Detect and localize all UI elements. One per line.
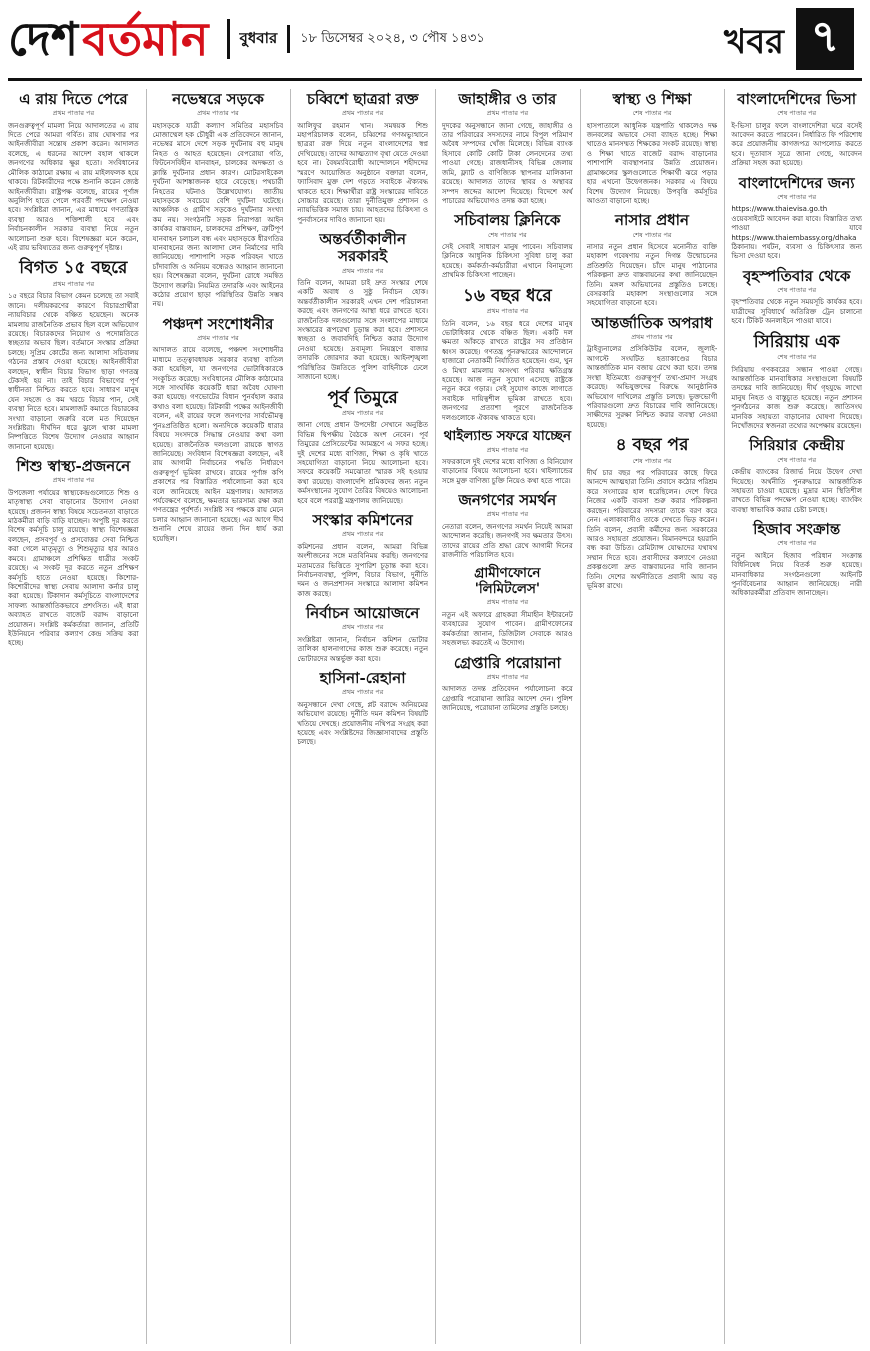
article-body: আলিফুর রহমান খান। সমন্বয়ক শিশু মহাপরিচালক বলেন, চব্বিশের গণঅভ্যুত্থানে ছাত্ররা রক্ত দিয়ে নতুন বাংলাদেশের স্বপ্ন দেখিয়েছে। তাদের আত্মত্যাগ বৃথা যেতে দেওয়া হবে না। বৈষম্যবিরোধী আন্দোলনে শহীদদের স্মরণে আয়োজিত অনুষ্ঠানে বক্তারা বলেন, ফ্যাসিবাদ মুক্ত দেশ গড়তে সবাইকে ঐক্যবদ্ধ থাকতে হবে। শিক্ষার্থীরা রাষ্ট্র সংস্কারের দাবিতে সোচ্চার রয়েছে। তারা দুর্নীতিমুক্ত প্রশাসন ও ন্যায়ভিত্তিক সমাজ চায়। আহতদের চিকিৎসা ও পুনর্বাসনের দাবিও জানানো হয়। — [297, 121, 429, 224]
newspaper-logo — [8, 12, 209, 66]
continuation-note: প্রথম পাতার পর — [52, 279, 95, 288]
article-headline[interactable]: অন্তর্বর্তীকালীন সরকারই — [319, 230, 406, 266]
continuation-note: প্রথম পাতার পর — [486, 445, 529, 454]
continuation-note: প্রথম পাতার পর — [341, 530, 384, 539]
article-body: তিনি বলেন, আমরা চাই দ্রুত সংস্কার শেষে একটি অবাধ ও সুষ্ঠু নির্বাচন হোক। অন্তর্বর্তীকালীন সরকারই এখন দেশ পরিচালনা করছে এবং জনগণের আস্থা ধরে রাখতে হবে। রাজনৈতিক দলগুলোর সঙ্গে সংলাপের মাধ্যমে সংস্কারের রূপরেখা চূড়ান্ত করা হবে। প্রশাসনে স্বচ্ছতা ও জবাবদিহি নিশ্চিত করার উদ্যোগ নেওয়া হয়েছে। দ্রব্যমূল্য নিয়ন্ত্রণে বাজার তদারকি জোরদার করা হয়েছে। আইনশৃঙ্খলা পরিস্থিতির উন্নতিতে পুলিশ বাহিনীকে ঢেলে সাজানো হচ্ছে। — [297, 279, 429, 382]
section-label: খবর — [724, 22, 784, 62]
news-column — [8, 89, 139, 1344]
article — [442, 655, 573, 714]
article-headline[interactable]: সচিবালয় ক্লিনিকে — [454, 211, 561, 230]
article — [587, 91, 718, 206]
article-body: অনুসন্ধানে দেখা গেছে, প্লট বরাদ্দে অনিয়মের অভিযোগ রয়েছে। দুর্নীতি দমন কমিশন বিষয়টি খতিয়ে দেখছে। প্রয়োজনীয় নথিপত্র সংগ্রহ করা হয়েছে এবং সংশ্লিষ্টদের জিজ্ঞাসাবাদের প্রস্তুতি চলছে। — [297, 700, 429, 747]
page-number: ৭ — [796, 8, 854, 70]
continuation-note: প্রথম পাতার পর — [197, 334, 239, 343]
article — [731, 175, 862, 262]
news-column — [435, 89, 573, 1344]
article — [297, 91, 428, 225]
article-body: কেন্দ্রীয় ব্যাংকের রিজার্ভ নিয়ে উদ্বেগ দেখা দিয়েছে। অর্থনীতি পুনরুদ্ধারে আন্তর্জাতিক সহায়তা চাওয়া হয়েছে। মুদ্রার মান স্থিতিশীল রাখতে বিভিন্ন পদক্ষেপ নেওয়া হচ্ছে। ব্যাংকিং ব্যবস্থা স্বাভাবিক করার চেষ্টা চলছে। — [731, 468, 863, 514]
date-separator — [287, 25, 290, 53]
continuation-note: শেষ পাতার পর — [632, 230, 672, 239]
continuation-note: শেষ পাতার পর — [777, 109, 817, 118]
continuation-note: প্রথম পাতার পর — [341, 688, 384, 697]
article — [731, 333, 862, 432]
continuation-note: শেষ পাতার পর — [487, 230, 527, 239]
article-body: ১৫ বছরে বিচার বিভাগ কেমন চলেছে তা সবাই জানে। দলীয়করণের কারণে বিচারপ্রার্থীরা ন্যায়বিচার থেকে বঞ্চিত হয়েছেন। অনেক মামলায় রাজনৈতিক প্রভাব ছিল বলে অভিযোগ রয়েছে। বিচারকদের নিয়োগ ও পদোন্নতিতে স্বচ্ছতার অভাব ছিল। বর্তমানে সংস্কার প্রক্রিয়া চলছে। সুপ্রিম কোর্টের জন্য আলাদা সচিবালয় গঠনের প্রস্তাব দেওয়া হয়েছে। আইনজীবীরা বলছেন, স্বাধীন বিচার বিভাগ ছাড়া গণতন্ত্র টেকসই হয় না। তাই বিচার বিভাগের পূর্ণ স্বাধীনতা নিশ্চিত করতে হবে। সাধারণ মানুষ যেন সহজে ও কম খরচে বিচার পান, সেই ব্যবস্থা নিতে হবে। মামলাজট কমাতে বিচারকের সংখ্যা বাড়ানো জরুরি বলে মত দিয়েছেন সংশ্লিষ্টরা। দীর্ঘদিন ধরে ঝুলে থাকা মামলা নিষ্পত্তিতে বিশেষ উদ্যোগ নেওয়ার আহ্বান জানানো হয়েছে। — [8, 292, 139, 451]
article — [297, 605, 428, 664]
article — [442, 287, 573, 423]
article — [8, 259, 139, 452]
article-body: আদালত তদন্ত প্রতিবেদন পর্যালোচনা করে গ্রেপ্তারি পরোয়ানা জারির আদেশ দেন। পুলিশ জানিয়েছে, পরোয়ানা তামিলের প্রস্তুতি চলছে। — [442, 685, 573, 712]
continuation-note: প্রথম পাতার পর — [341, 266, 384, 275]
article-headline[interactable]: পূর্ব তিমুরে — [327, 387, 398, 408]
article-headline[interactable]: নির্বাচন আয়োজনে — [306, 604, 420, 623]
continuation-note: শেষ পাতার পর — [777, 192, 817, 201]
article-headline[interactable]: চব্বিশে ছাত্ররা রক্ত — [306, 90, 419, 108]
article-body: দীর্ঘ চার বছর পর পরিবারের কাছে ফিরে আনন্দে আত্মহারা তিনি। প্রবাসে কঠোর পরিশ্রম করে সংসারের হাল ধরেছিলেন। দেশে ফিরে নিজের একটি ব্যবসা শুরু করার পরিকল্পনা করছেন। পরিবারের সদস্যরা তাকে বরণ করে নেন। এলাকাবাসীও তাকে দেখতে ভিড় করেন। তিনি বলেন, প্রবাসী কর্মীদের জন্য সরকারের আরও সহায়তা প্রয়োজন। বিমানবন্দরে হয়রানি বন্ধ করা উচিত। রেমিট্যান্স যোদ্ধাদের যথাযথ সম্মান দিতে হবে। প্রবাসীদের কল্যাণে নেওয়া প্রকল্পগুলো দ্রুত বাস্তবায়নের দাবি জানান তিনি। দেশের অর্থনীতিতে প্রবাসী আয় বড় ভূমিকা রাখে। — [586, 469, 718, 590]
article-body: বৃহস্পতিবার থেকে নতুন সময়সূচি কার্যকর হবে। যাত্রীদের সুবিধার্থে অতিরিক্ত ট্রেন চালানো হবে। টিকিট অনলাইনে পাওয়া যাবে। — [731, 298, 863, 326]
article-body: জানা গেছে প্রধান উপদেষ্টা সেখানে অনুষ্ঠিত বিভিন্ন দ্বিপক্ষীয় বৈঠকে অংশ নেবেন। পূর্ব তিমুরের প্রেসিডেন্টের আমন্ত্রণে এ সফর হচ্ছে। দুই দেশের মধ্যে বাণিজ্য, শিক্ষা ও কৃষি খাতে সহযোগিতা বাড়ানো নিয়ে আলোচনা হবে। সফরে কয়েকটি সমঝোতা স্মারক সই হওয়ার কথা রয়েছে। বাংলাদেশি শ্রমিকদের জন্য নতুন কর্মসংস্থানের সুযোগ তৈরির বিষয়েও আলোচনা হবে বলে পররাষ্ট্র মন্ত্রণালয় জানিয়েছে। — [297, 421, 429, 505]
continuation-note: শেষ পাতার পর — [632, 456, 672, 465]
article-body: জনগুরুত্বপূর্ণ মামলা নিয়ে আদালতের এ রায় দিতে পেরে আমরা গর্বিত। রায় ঘোষণার পর আইনজীবীরা সন্তোষ প্রকাশ করেন। আদালত বলেছে, এ ধরনের আদেশ বহাল থাকলে জনগণের অধিকার ক্ষুণ্ণ হতো। সংবিধানের মৌলিক কাঠামো রক্ষায় এ রায় মাইলফলক হয়ে থাকবে। রিটকারীদের পক্ষে শুনানি করেন জ্যেষ্ঠ আইনজীবীরা। রাষ্ট্রপক্ষ বলেছে, রায়ের পূর্ণাঙ্গ অনুলিপি হাতে পেলে পরবর্তী পদক্ষেপ নেওয়া হবে। সংশ্লিষ্টরা জানান, এর মাধ্যমে গণতান্ত্রিক ব্যবস্থা আরও শক্তিশালী হবে এবং নির্বাচনকালীন সরকার ব্যবস্থা নিয়ে নতুন আলোচনা শুরু হবে। বিশেষজ্ঞরা মনে করেন, এই রায় ভবিষ্যতের জন্য গুরুত্বপূর্ণ দৃষ্টান্ত। — [8, 121, 139, 252]
article — [442, 429, 573, 486]
article-body: মহাসড়কে যাত্রী কল্যাণ সমিতির মহাসচিব মোজাম্মেল হক চৌধুরী এক প্রতিবেদনে জানান, নভেম্বর মাসে দেশে সড়ক দুর্ঘটনায় বহু মানুষ নিহত ও আহত হয়েছেন। বেপরোয়া গতি, ফিটনেসবিহীন যানবাহন, চালকের অদক্ষতা ও ক্লান্তি দুর্ঘটনার প্রধান কারণ। মোটরসাইকেল দুর্ঘটনা আশঙ্কাজনক হারে বেড়েছে। পথচারী নিহতের ঘটনাও উল্লেখযোগ্য। জাতীয় মহাসড়কে সবচেয়ে বেশি দুর্ঘটনা ঘটেছে। আঞ্চলিক ও গ্রামীণ সড়কেও দুর্ঘটনার সংখ্যা কম নয়। সংগঠনটি সড়ক নিরাপত্তা আইন কার্যকর বাস্তবায়ন, চালকদের প্রশিক্ষণ, ত্রুটিপূর্ণ যানবাহন চলাচল বন্ধ এবং মহাসড়কে ধীরগতির যানবাহনের জন্য আলাদা লেন নির্মাণের দাবি জানিয়েছে। পাশাপাশি সড়ক পরিবহন খাতে চাঁদাবাজি ও অনিয়ম বন্ধেরও আহ্বান জানানো হয়। বিশেষজ্ঞরা বলেন, দুর্ঘটনা রোধে সমন্বিত উদ্যোগ জরুরি। নিয়মিত তদারকি এবং আইনের কঠোর প্রয়োগ ছাড়া পরিস্থিতির উন্নতি সম্ভব নয়। — [152, 121, 284, 309]
article — [587, 212, 718, 309]
article — [731, 91, 862, 169]
article — [587, 315, 718, 430]
article-body: নতুন এই অফারে গ্রাহকরা সীমাহীন ইন্টারনেট ব্যবহারের সুযোগ পাবেন। গ্রামীণফোনের কর্মকর্তারা জানান, ডিজিটাল সেবাকে আরও সহজলভ্য করতেই এ উদ্যোগ। — [442, 610, 573, 648]
continuation-note: প্রথম পাতার পর — [52, 476, 95, 485]
article-headline[interactable]: নভেম্বরে সড়কে — [172, 90, 264, 108]
article — [297, 670, 428, 748]
article — [442, 492, 573, 560]
continuation-note: প্রথম পাতার পর — [631, 333, 673, 342]
article-headline[interactable]: আন্তর্জাতিক অপরাধ — [591, 313, 713, 332]
news-column — [724, 89, 862, 1344]
article-body: হাসপাতালে আধুনিক যন্ত্রপাতি থাকলেও দক্ষ জনবলের অভাবে সেবা ব্যাহত হচ্ছে। শিক্ষা খাতেও মানসম্মত শিক্ষকের সংকট রয়েছে। স্বাস্থ্য ও শিক্ষা খাতে বাজেট বরাদ্দ বাড়ানোর পাশাপাশি ব্যবস্থাপনার উন্নতি প্রয়োজন। গ্রামাঞ্চলের স্কুলগুলোতে শিক্ষার্থী ঝরে পড়ার হার এখনো উদ্বেগজনক। সরকার এ বিষয়ে বিশেষ উদ্যোগ নিয়েছে। উপবৃত্তি কর্মসূচির আওতা বাড়ানো হচ্ছে। — [586, 121, 718, 205]
article-body: আদালত রায়ে বলেছে, পঞ্চদশ সংশোধনীর মাধ্যমে তত্ত্বাবধায়ক সরকার ব্যবস্থা বাতিল করা হয়েছিল, যা জনগণের ভোটাধিকারকে সংকুচিত করেছে। সংবিধানের মৌলিক কাঠামোর সঙ্গে সাংঘর্ষিক কয়েকটি ধারা অবৈধ ঘোষণা করা হয়েছে। গণভোটের বিধান পুনর্বহাল করার কথাও বলা হয়েছে। রিটকারী পক্ষের আইনজীবী বলেন, এই রায়ের ফলে জনগণের সার্বভৌমত্ব পুনঃপ্রতিষ্ঠিত হলো। অন্যদিকে কয়েকটি ধারার বিষয়ে সংসদকে সিদ্ধান্ত নেওয়ার কথা বলা হয়েছে। রাজনৈতিক দলগুলো রায়কে স্বাগত জানিয়েছে। সংবিধান বিশেষজ্ঞরা বলছেন, এই রায় আগামী নির্বাচনের পদ্ধতি নির্ধারণে গুরুত্বপূর্ণ ভূমিকা রাখবে। রায়ের পূর্ণাঙ্গ কপি প্রকাশের পর বিস্তারিত পর্যালোচনা করা হবে বলে জানিয়েছে আইন মন্ত্রণালয়। আদালত পর্যবেক্ষণে বলেছে, ক্ষমতার ভারসাম্য রক্ষা করা গণতন্ত্রের পূর্বশর্ত। সংশ্লিষ্ট সব পক্ষকে রায় মেনে চলার আহ্বান জানানো হয়েছে। এর আগে দীর্ঘ শুনানি শেষে রায়ের জন্য দিন ধার্য করা হয়েছিল। — [152, 346, 284, 543]
article-headline[interactable]: সংস্কার কমিশনের — [312, 511, 413, 530]
article — [297, 231, 428, 382]
article — [8, 91, 139, 253]
continuation-note: প্রথম পাতার পর — [197, 109, 239, 118]
article-body: নেতারা বলেন, জনগণের সমর্থন নিয়েই আমরা আন্দোলন করেছি। জনগণই সব ক্ষমতার উৎস। তাদের রায়ের প্রতি শ্রদ্ধা রেখে আগামী দিনের রাজনীতি পরিচালিত হবে। — [442, 522, 573, 560]
article-headline[interactable]: গ্রামীণফোনে 'লিমিটলেস' — [474, 565, 541, 597]
issue-date: ১৮ ডিসেম্বর ২০২৪, ৩ পৌষ ১৪৩১ — [300, 30, 485, 46]
article-headline[interactable]: এ রায় দিতে পেরে — [19, 90, 128, 108]
continuation-note: শেষ পাতার পর — [632, 109, 672, 118]
article-headline[interactable]: বাংলাদেশিদের জন্য — [738, 173, 855, 192]
article-body: সেই সেবাই সাধারণ মানুষ পাবেন। সচিবালয় ক্লিনিকে আধুনিক চিকিৎসা সুবিধা চালু করা হয়েছে। কর্মকর্তা-কর্মচারীরা এখানে বিনামূল্যে প্রাথমিক চিকিৎসা পাচ্ছেন। — [442, 242, 573, 280]
article-body: সফরকালে দুই দেশের মধ্যে বাণিজ্য ও বিনিয়োগ বাড়ানোর বিষয়ে আলোচনা হবে। থাইল্যান্ডের সঙ্গে মুক্ত বাণিজ্য চুক্তি নিয়েও কথা হতে পারে। — [442, 457, 573, 485]
article — [442, 212, 573, 280]
news-column — [580, 89, 718, 1344]
article — [442, 91, 573, 206]
continuation-note: প্রথম পাতার পর — [52, 109, 95, 118]
article-headline[interactable]: বৃহস্পতিবার থেকে — [742, 266, 851, 285]
article — [8, 458, 139, 649]
article — [153, 316, 284, 544]
article — [587, 436, 718, 591]
article-body: https://www.thaievisa.go.th ওয়েবসাইটে আবেদন করা যাবে। বিস্তারিত তথ্য পাওয়া যাবে https://www.thaiembassy.org/dhaka ঠিকানায়। পর্যটন, ব্যবসা ও চিকিৎসার জন্য ভিসা দেওয়া হবে। — [731, 205, 863, 261]
continuation-note: প্রথম পাতার পর — [486, 510, 529, 519]
article-headline[interactable]: হিজাব সংক্রান্ত — [753, 520, 841, 539]
logo-part-2: বর্তমান — [82, 12, 209, 66]
article-body: নতুন আইনে হিজাব পরিধান সংক্রান্ত বিধিনিষেধ নিয়ে বিতর্ক শুরু হয়েছে। মানবাধিকার সংগঠনগুলো আইনটি পুনর্বিবেচনার আহ্বান জানিয়েছে। নারী অধিকারকর্মীরা প্রতিবাদ জানাচ্ছেন। — [731, 551, 863, 598]
article-headline[interactable]: শিশু স্বাস্থ্য-প্রজননে — [16, 457, 131, 476]
continuation-note: শেষ পাতার পর — [777, 353, 817, 362]
news-column — [146, 89, 284, 1344]
article-body: ট্রাইব্যুনালের প্রসিকিউটর বলেন, জুলাই-আগস্টে সংঘটিত হত্যাকাণ্ডের বিচার আন্তর্জাতিক মান বজায় রেখে করা হবে। তদন্ত সংস্থা ইতিমধ্যে গুরুত্বপূর্ণ তথ্য-প্রমাণ সংগ্রহ করেছে। অভিযুক্তদের বিরুদ্ধে আনুষ্ঠানিক অভিযোগ দাখিলের প্রস্তুতি চলছে। ভুক্তভোগী পরিবারগুলো দ্রুত বিচারের দাবি জানিয়েছে। সাক্ষীদের সুরক্ষা নিশ্চিত করার ব্যবস্থা নেওয়া হয়েছে। — [586, 345, 718, 429]
issue-day: বুধবার — [239, 28, 278, 47]
article — [153, 91, 284, 310]
article-body: সিরিয়ায় গণকবরের সন্ধান পাওয়া গেছে। আন্তর্জাতিক মানবাধিকার সংস্থাগুলো বিষয়টি তদন্তের দাবি জানিয়েছে। দীর্ঘ গৃহযুদ্ধে লাখো মানুষ নিহত ও বাস্তুচ্যুত হয়েছে। নতুন প্রশাসন পুনর্গঠনের কাজ শুরু করেছে। জাতিসংঘ মানবিক সহায়তা বাড়ানোর ঘোষণা দিয়েছে। নিখোঁজদের স্বজনরা তথ্যের অপেক্ষায় রয়েছেন। — [731, 365, 863, 431]
article-body: নাসার নতুন প্রধান হিসেবে মনোনীত ব্যক্তি মহাকাশ গবেষণায় নতুন দিগন্ত উন্মোচনের প্রতিশ্রুতি দিয়েছেন। চাঁদে মানুষ পাঠানোর পরিকল্পনা দ্রুত বাস্তবায়নের কথা জানিয়েছেন তিনি। মঙ্গল অভিযানের প্রস্তুতিও চলছে। বেসরকারি মহাকাশ সংস্থাগুলোর সঙ্গে সহযোগিতা বাড়ানো হবে। — [586, 242, 718, 308]
article-headline[interactable]: পঞ্চদশ সংশোধনীর — [162, 314, 274, 333]
article-headline[interactable]: হাসিনা-রেহানা — [319, 669, 406, 688]
article-body: তিনি বলেন, ১৬ বছর ধরে দেশের মানুষ ভোটাধিকার থেকে বঞ্চিত ছিল। একটি দল ক্ষমতা আঁকড়ে রাখতে রাষ্ট্রের সব প্রতিষ্ঠান ধ্বংস করেছে। গণতন্ত্র পুনরুদ্ধারের আন্দোলনে হাজারো নেতাকর্মী নির্যাতিত হয়েছেন। গুম, খুন ও মিথ্যা মামলায় অসংখ্য পরিবার ক্ষতিগ্রস্ত হয়েছে। আজ নতুন সুযোগ এসেছে রাষ্ট্রকে নতুন করে গড়ার। সেই সুযোগ কাজে লাগাতে সবাইকে দায়িত্বশীল ভূমিকা রাখতে হবে। জনগণের প্রত্যাশা পূরণে রাজনৈতিক দলগুলোকে ঐক্যবদ্ধ থাকতে হবে। — [442, 319, 573, 422]
article — [731, 437, 862, 515]
logo-part-1: দেশ — [8, 12, 79, 66]
continuation-note: প্রথম পাতার পর — [341, 623, 384, 632]
article-body: উপজেলা পর্যায়ের স্বাস্থ্যকেন্দ্রগুলোতে শিশু ও মাতৃস্বাস্থ্য সেবা বাড়ানোর উদ্যোগ নেওয়া হয়েছে। প্রজনন স্বাস্থ্য বিষয়ে সচেতনতা বাড়াতে মাঠকর্মীরা বাড়ি বাড়ি যাচ্ছেন। অপুষ্টি দূর করতে বিশেষ কর্মসূচি চালু রয়েছে। স্বাস্থ্য বিশেষজ্ঞরা বলছেন, প্রসবপূর্ব ও প্রসবোত্তর সেবা নিশ্চিত করা গেলে মাতৃমৃত্যু ও শিশুমৃত্যুর হার আরও কমবে। গ্রামাঞ্চলে প্রশিক্ষিত ধাত্রীর সংকট রয়েছে। এ সংকট দূর করতে নতুন প্রশিক্ষণ কর্মসূচি হাতে নেওয়া হয়েছে। কিশোর-কিশোরীদের স্বাস্থ্য সেবায় আলাদা কর্নার চালু করা হয়েছে। টিকাদান কর্মসূচিতে বাংলাদেশের সাফল্য আন্তর্জাতিকভাবে প্রশংসিত। এই ধারা অব্যাহত রাখতে বাজেট বরাদ্দ বাড়ানো প্রয়োজন। সংশ্লিষ্ট কর্মকর্তারা জানান, প্রতিটি ইউনিয়নে পরিবার কল্যাণ কেন্দ্র সক্রিয় করা হচ্ছে। — [8, 488, 139, 648]
article-body: ই-ভিসা চালুর ফলে বাংলাদেশিরা ঘরে বসেই আবেদন করতে পারবেন। নির্ধারিত ফি পরিশোধ করে প্রয়োজনীয় কাগজপত্র আপলোড করতে হবে। দূতাবাস সূত্রে জানা গেছে, আবেদন প্রক্রিয়া সহজ করা হয়েছে। — [731, 121, 863, 168]
masthead-rule — [8, 78, 862, 81]
article-headline[interactable]: বিগত ১৫ বছরে — [19, 258, 128, 279]
article-headline[interactable]: জনগণের সমর্থন — [458, 491, 557, 510]
continuation-note: শেষ পাতার পর — [777, 455, 817, 464]
article-body: সংশ্লিষ্টরা জানান, নির্বাচন কমিশন ভোটার তালিকা হালনাগাদের কাজ শুরু করেছে। নতুন ভোটারদের অন্তর্ভুক্ত করা হবে। — [297, 635, 429, 663]
article-headline[interactable]: সিরিয়ার কেন্দ্রীয় — [749, 436, 845, 455]
article-headline[interactable]: সিরিয়ায় এক — [753, 331, 840, 352]
article — [297, 389, 428, 507]
date-block — [227, 19, 485, 59]
continuation-note: প্রথম পাতার পর — [341, 409, 384, 418]
continuation-note: শেষ পাতার পর — [777, 286, 817, 295]
article-headline[interactable]: বাংলাদেশিদের ভিসা — [737, 90, 857, 108]
article-headline[interactable]: থাইল্যান্ড সফরে যাচ্ছেন — [443, 428, 572, 445]
continuation-note: প্রথম পাতার পর — [486, 109, 529, 118]
article-headline[interactable]: স্বাস্থ্য ও শিক্ষা — [612, 90, 692, 108]
article-headline[interactable]: ৪ বছর পর — [615, 435, 689, 456]
article — [731, 268, 862, 327]
article — [297, 512, 428, 599]
continuation-note: প্রথম পাতার পর — [486, 672, 529, 681]
continuation-note: প্রথম পাতার পর — [341, 109, 384, 118]
article — [731, 521, 862, 599]
article — [442, 566, 573, 648]
article-headline[interactable]: জাহাঙ্গীর ও তার — [458, 90, 557, 108]
article-headline[interactable]: নাসার প্রধান — [615, 211, 689, 230]
news-column — [290, 89, 428, 1344]
article-body: দুদকের অনুসন্ধানে জানা গেছে, জাহাঙ্গীর ও তার পরিবারের সদস্যদের নামে বিপুল পরিমাণ অবৈধ সম্পদের খোঁজ মিলেছে। বিভিন্ন ব্যাংক হিসাবে কোটি কোটি টাকা লেনদেনের তথ্য পাওয়া গেছে। রাজধানীসহ বিভিন্ন জেলায় জমি, ফ্ল্যাট ও বাণিজ্যিক স্থাপনার মালিকানা রয়েছে। আদালত তাদের স্থাবর ও অস্থাবর সম্পদ জব্দের আদেশ দিয়েছে। বিদেশে অর্থ পাচারের অভিযোগও তদন্ত করা হচ্ছে। — [442, 121, 573, 205]
continuation-note: প্রথম পাতার পর — [486, 307, 529, 316]
continuation-note: শেষ পাতার পর — [777, 539, 817, 548]
article-headline[interactable]: গ্রেপ্তারি পরোয়ানা — [453, 653, 561, 672]
article-headline[interactable]: ১৬ বছর ধরে — [462, 285, 552, 306]
masthead — [8, 0, 862, 78]
article-body: কমিশনের প্রধান বলেন, আমরা বিভিন্ন অংশীজনের সঙ্গে মতবিনিময় করছি। জনগণের মতামতের ভিত্তিতে সুপারিশ চূড়ান্ত করা হবে। নির্বাচনব্যবস্থা, পুলিশ, বিচার বিভাগ, দুর্নীতি দমন ও জনপ্রশাসন সংস্কারে আলাদা কমিশন কাজ করছে। — [297, 542, 429, 598]
continuation-note: প্রথম পাতার পর — [486, 598, 529, 607]
news-columns — [8, 89, 862, 1344]
